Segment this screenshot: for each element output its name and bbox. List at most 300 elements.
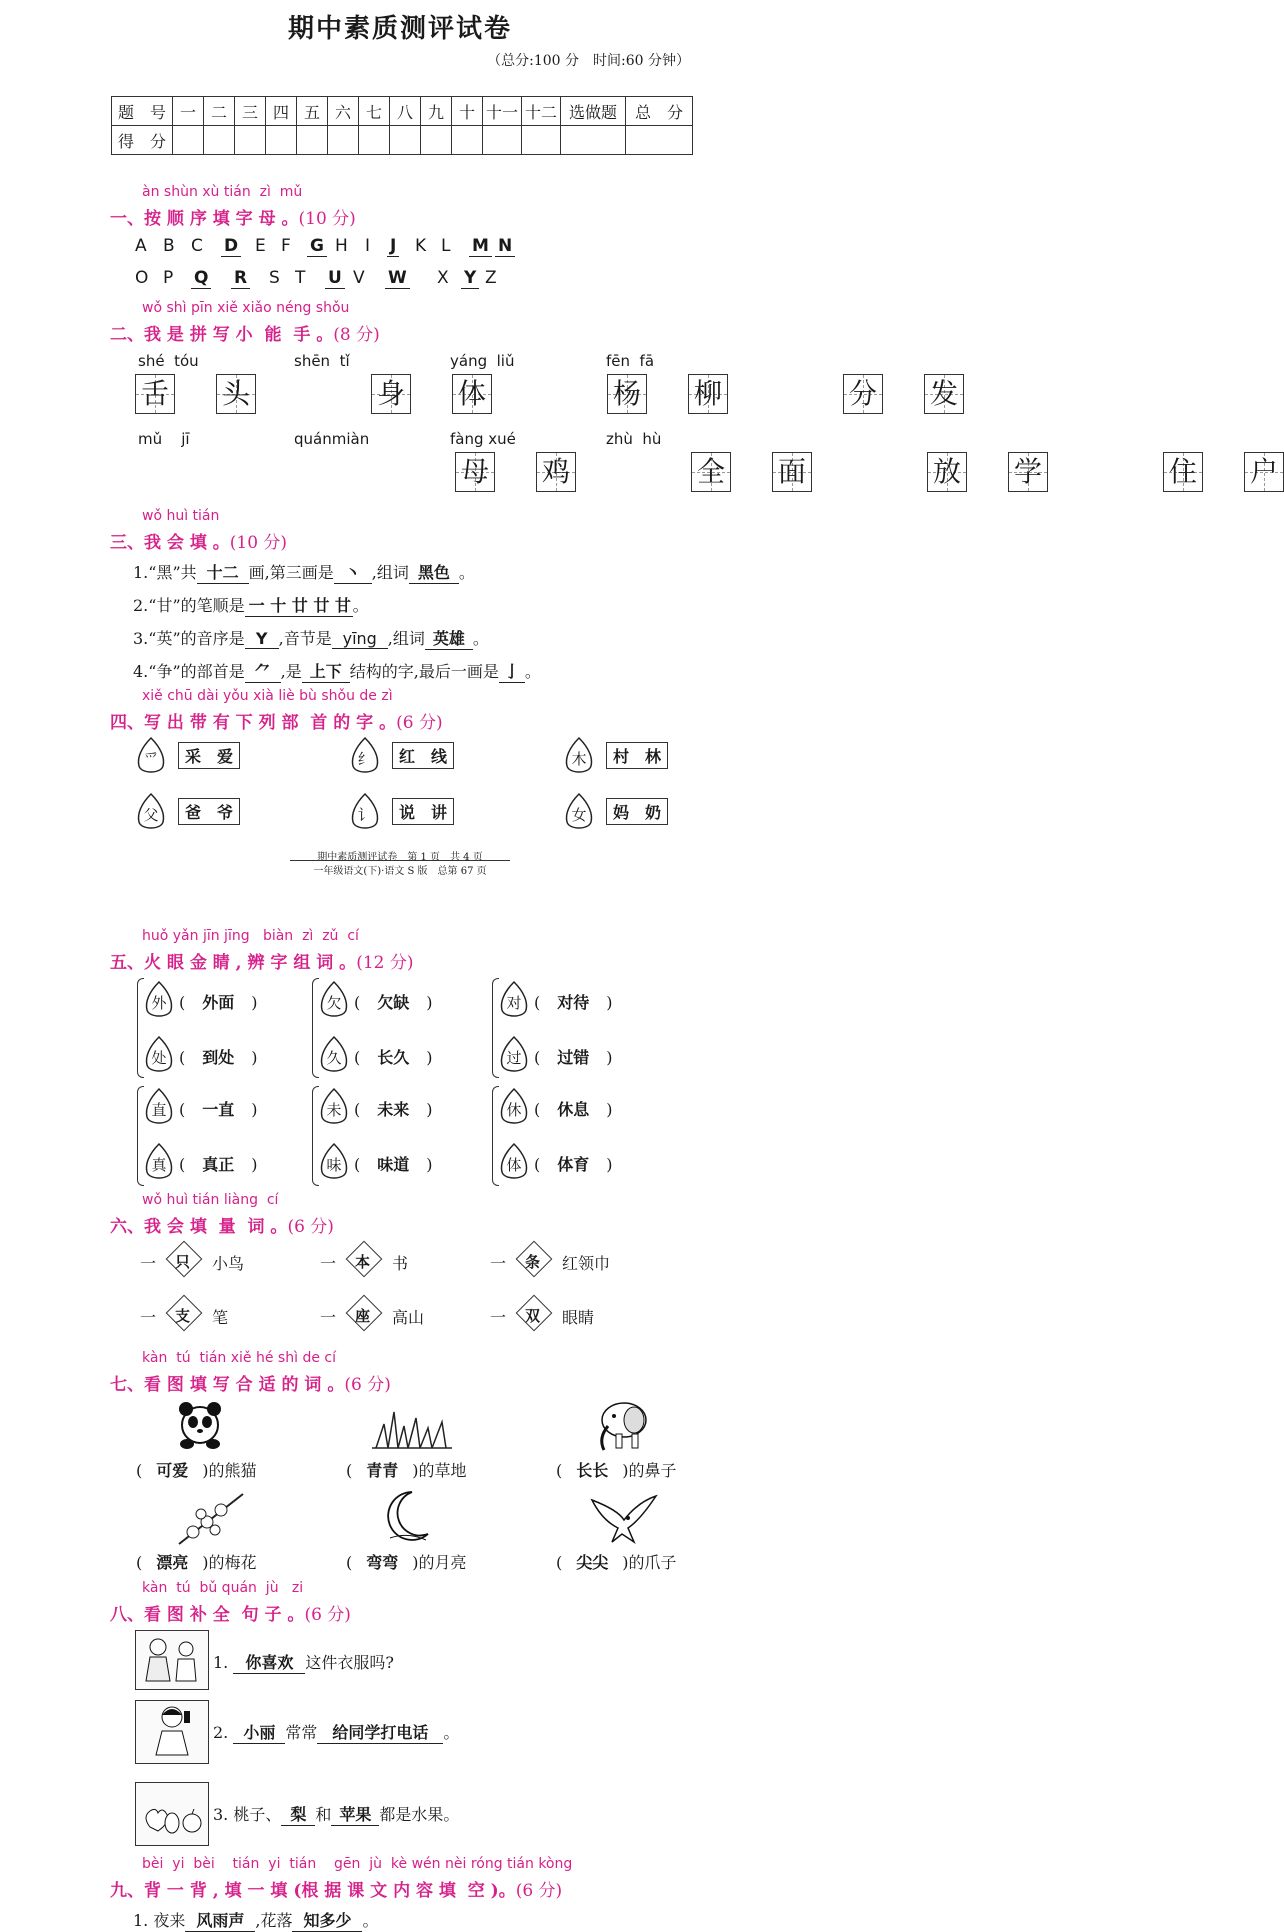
s1-points: (10 分) [298,209,356,229]
word-pinyin: zhù hù [606,430,662,448]
leaf-character: 久 [326,1049,342,1067]
answer-blank[interactable]: yīng [332,629,388,649]
noun-label: 眼睛 [562,1308,595,1327]
tianzi-box[interactable] [843,374,883,414]
written-character: 身 [376,377,405,410]
score-cell: 三 [235,97,266,126]
picture-word-suffix: )的熊猫 [202,1461,257,1480]
tianzi-box[interactable] [1163,452,1203,492]
text: 。 [362,1911,379,1930]
score-input-cell[interactable] [626,126,693,155]
s9-points: (6 分) [515,1881,563,1901]
char-leaf [498,1035,530,1075]
picture-word-line: ( 漂亮 )的梅花 [136,1550,257,1573]
tianzi-box[interactable] [1008,452,1048,492]
word-answer[interactable]: 外面 [202,993,235,1012]
word-answer[interactable]: 长久 [377,1048,410,1067]
score-cell: 总 分 [626,97,693,126]
answer-blank[interactable]: ⺈ [245,659,281,683]
yi-label: 一 [490,1254,507,1273]
s2-heading-text: 二、我 是 拼 写 小 能 手 。 [110,325,334,345]
text: 。 [472,629,489,648]
word-paren: ( 外面 ) [179,990,258,1013]
noun-label: 笔 [212,1308,229,1327]
page-footer-line-2: 一年级语文(下)·语文 S 版 总第 67 页 [313,866,487,877]
written-character: 发 [929,377,958,410]
word-paren: ( 体育 ) [534,1152,613,1175]
char-leaf [318,1035,350,1075]
written-character: 柳 [693,377,722,410]
word-paren: ( 休息 ) [534,1097,613,1120]
answer-blank[interactable]: 你喜欢 [233,1650,305,1674]
picture-word-line: ( 弯弯 )的月亮 [346,1550,467,1573]
score-input-cell[interactable] [173,126,204,155]
grass-icon [372,1404,452,1452]
elephant-icon [588,1398,652,1452]
s8-line-3 [213,1802,459,1826]
alphabet-letter: E [255,236,266,256]
picture-word-line: ( 尖尖 )的爪子 [556,1550,677,1573]
word-answer[interactable]: 味道 [377,1155,410,1174]
alphabet-answer[interactable]: J [387,236,399,257]
word-paren: ( 味道 ) [354,1152,433,1175]
tianzi-box[interactable] [135,374,175,414]
noun-label: 红领巾 [562,1254,611,1273]
word-paren: ( 过错 ) [534,1045,613,1068]
text: ,组词 [387,629,425,648]
alphabet-letter: X [437,268,449,288]
text: 1.“黑”共 [133,563,197,582]
word-answer[interactable]: 欠缺 [377,993,410,1012]
s6-points: (6 分) [287,1217,334,1237]
radical-answer-box[interactable]: 红 线 [392,742,454,769]
s4-points: (6 分) [396,713,443,733]
score-input-cell[interactable] [452,126,483,155]
alphabet-letter: F [281,236,291,256]
alphabet-letter: O [135,268,149,288]
radical-leaf [349,792,381,832]
leaf-character: 纟 [357,750,373,768]
score-cell: 八 [390,97,421,126]
alphabet-answer[interactable]: M [469,236,492,257]
score-input-cell[interactable] [561,126,626,155]
alphabet-row-2 [135,268,535,292]
alphabet-letter: V [353,268,365,288]
score-cell: 选做题 [561,97,626,126]
score-cell: 十 [452,97,483,126]
alphabet-answer[interactable]: U [325,268,345,289]
s7-pinyin: kàn tú tián xiě hé shì de cí [142,1350,336,1366]
leaf-character: 爫 [143,750,159,768]
written-character: 全 [696,455,725,488]
answer-blank[interactable]: Y [245,629,279,649]
tianzi-box[interactable] [536,452,576,492]
alphabet-answer[interactable]: G [307,236,327,257]
fruits-picture [135,1782,209,1846]
s5-heading-text: 五、火 眼 金 睛 , 辨 字 组 词 。 [110,953,357,973]
text: 和 [315,1805,332,1824]
written-character: 体 [457,377,486,410]
written-character: 杨 [612,377,641,410]
score-table-score-row [112,126,693,155]
text: 画,第三画是 [248,563,334,582]
radical-answer-box[interactable]: 爸 爷 [178,798,240,825]
text: 3. 桃子、 [213,1805,282,1824]
alphabet-letter: H [335,236,348,256]
alphabet-row-1 [135,236,535,260]
word-pinyin: shēn tǐ [294,352,350,370]
picture-word-suffix: )的月亮 [412,1553,467,1572]
text: 4.“争”的部首是 [133,662,245,681]
written-character: 头 [221,377,250,410]
alphabet-letter: B [163,236,175,256]
yi-label: 一 [320,1308,337,1327]
s8-heading [110,1600,351,1625]
leaf-character: 休 [506,1101,522,1119]
s3-points: (10 分) [229,533,288,553]
score-row-label: 得 分 [112,126,173,155]
s1-pinyin: àn shùn xù tián zì mǔ [142,184,303,200]
answer-blank[interactable]: 英雄 [425,626,473,650]
alphabet-letter: P [163,268,174,288]
text: 结构的字,最后一画是 [349,662,499,681]
answer-blank[interactable]: 十二 [197,560,249,584]
tianzi-box[interactable] [927,452,967,492]
score-input-cell[interactable] [483,126,522,155]
s7-heading-text: 七、看 图 填 写 合 适 的 词 。 [110,1375,345,1395]
tianzi-box[interactable] [691,452,731,492]
leaf-character: 讠 [357,806,373,824]
score-table-header-row [112,97,693,126]
answer-blank[interactable]: 黑色 [409,560,459,584]
s8-line-1 [213,1650,394,1674]
s4-heading-text: 四、写 出 带 有 下 列 部 首 的 字 。 [110,713,397,733]
moon-icon [382,1488,434,1544]
word-paren: ( 一直 ) [179,1097,258,1120]
s8-line-2 [213,1720,459,1744]
radical-answer-box[interactable]: 村 林 [606,742,668,769]
written-character: 户 [1249,455,1278,488]
leaf-character: 真 [151,1156,167,1174]
alphabet-letter: S [269,268,280,288]
leaf-character: 欠 [326,994,342,1012]
word-pinyin: mǔ jī [138,430,190,448]
written-character: 面 [777,455,806,488]
radical-answer-box[interactable]: 采 爱 [178,742,240,769]
answer-blank[interactable]: 上下 [302,659,350,683]
alphabet-letter: L [441,236,451,256]
s3-line-1 [133,560,475,584]
text: 。 [524,662,541,681]
text: ,是 [280,662,302,681]
s5-points: (12 分) [356,953,414,973]
yi-label: 一 [140,1308,157,1327]
word-paren: ( 欠缺 ) [354,990,433,1013]
text: 2.“甘”的笔顺是 [133,596,245,615]
s2-pinyin: wǒ shì pīn xiě xiǎo néng shǒu [142,300,350,316]
leaf-character: 直 [151,1101,167,1119]
footer-divider [290,860,510,861]
radical-leaf [135,736,167,776]
measure-word-answer: 本 [355,1253,371,1271]
s8-pinyin: kàn tú bǔ quán jù zi [142,1580,304,1596]
leaf-character: 父 [143,806,159,824]
s6-pinyin: wǒ huì tián liàng cí [142,1192,279,1208]
score-cell: 四 [266,97,297,126]
text: 。 [458,563,475,582]
answer-blank[interactable]: 一 十 廿 廿 甘 [245,593,353,617]
s4-heading [110,708,443,733]
score-cell: 题 号 [112,97,173,126]
picture-word-answer[interactable]: 漂亮 [156,1553,189,1572]
char-leaf [143,1142,175,1182]
char-leaf [498,1142,530,1182]
picture-word-suffix: )的鼻子 [622,1461,677,1480]
score-cell: 十一 [483,97,522,126]
yi-label: 一 [320,1254,337,1273]
s6-heading-text: 六、我 会 填 量 词 。 [110,1217,288,1237]
s3-line-4 [133,659,541,683]
word-pinyin: quánmiàn [294,430,370,448]
s7-points: (6 分) [344,1375,391,1395]
tianzi-box[interactable] [924,374,964,414]
picture-word-suffix: )的爪子 [622,1553,677,1572]
word-answer[interactable]: 体育 [557,1155,590,1174]
s9-pinyin: bèi yi bèi tián yi tián gēn jù kè wén nèi róng tián kòng [142,1856,573,1872]
s9-heading-text: 九、背 一 背 , 填 一 填 (根 据 课 文 内 容 填 空 )。 [110,1881,516,1901]
tianzi-box[interactable] [216,374,256,414]
char-leaf [318,1142,350,1182]
picture-word-answer[interactable]: 长长 [576,1461,609,1480]
measure-word-answer: 条 [525,1253,541,1271]
panda-icon [175,1398,225,1452]
yi-label: 一 [140,1254,157,1273]
char-leaf [318,1087,350,1127]
leaf-character: 处 [151,1049,167,1067]
measure-word-answer: 双 [525,1307,541,1325]
written-character: 舌 [140,377,169,410]
score-input-cell[interactable] [421,126,452,155]
score-cell: 六 [328,97,359,126]
alphabet-answer[interactable]: D [221,236,241,257]
text: 这件衣服吗? [305,1653,394,1672]
girl-phone-picture [135,1700,209,1764]
score-input-cell[interactable] [390,126,421,155]
text: 1. [213,1653,229,1672]
measure-word-answer: 支 [175,1307,191,1325]
score-cell: 一 [173,97,204,126]
tianzi-box[interactable] [607,374,647,414]
tianzi-box[interactable] [371,374,411,414]
score-input-cell[interactable] [235,126,266,155]
s5-pinyin: huǒ yǎn jīn jīng biàn zì zǔ cí [142,928,359,944]
page-footer-line-1: 期中素质测评试卷 第 1 页 共 4 页 [317,852,483,863]
answer-blank[interactable]: 小丽 [233,1720,285,1744]
leaf-character: 外 [151,994,167,1012]
alphabet-answer[interactable]: Q [191,268,211,289]
tianzi-box[interactable] [452,374,492,414]
score-input-cell[interactable] [359,126,390,155]
score-input-cell[interactable] [297,126,328,155]
s3-pinyin: wǒ huì tián [142,508,220,524]
picture-word-answer[interactable]: 弯弯 [366,1553,399,1572]
s1-heading [110,204,356,229]
score-cell: 二 [204,97,235,126]
written-character: 住 [1168,455,1197,488]
noun-label: 小鸟 [212,1254,245,1273]
s7-heading [110,1370,391,1395]
char-leaf [318,980,350,1020]
text: 1. 夜来 [133,1911,186,1930]
answer-blank[interactable]: 风雨声 [185,1908,255,1932]
page-title: 期中素质测评试卷 [287,14,512,44]
radical-leaf [563,792,595,832]
written-character: 学 [1013,455,1042,488]
word-pinyin: fēn fā [606,352,655,370]
plum-blossom-icon [175,1490,245,1546]
s3-line-3 [133,626,489,650]
word-answer[interactable]: 真正 [202,1155,235,1174]
word-answer[interactable]: 未来 [377,1100,410,1119]
clothes-picture [135,1630,209,1690]
word-answer[interactable]: 到处 [202,1048,235,1067]
char-leaf [143,1087,175,1127]
s3-line-2 [133,593,369,617]
picture-word-suffix: )的草地 [412,1461,467,1480]
picture-word-answer[interactable]: 青青 [366,1461,399,1480]
s9-heading [110,1876,562,1901]
char-leaf [498,980,530,1020]
s9-line-1 [133,1908,378,1932]
score-cell: 九 [421,97,452,126]
leaf-character: 木 [571,750,587,768]
word-paren: ( 真正 ) [179,1152,258,1175]
noun-label: 高山 [392,1308,425,1327]
picture-word-line: ( 长长 )的鼻子 [556,1458,677,1481]
leaf-character: 味 [326,1156,342,1174]
written-character: 鸡 [541,455,570,488]
alphabet-letter: K [415,236,427,256]
s2-points: (8 分) [333,325,380,345]
leaf-character: 体 [506,1156,522,1174]
score-input-cell[interactable] [522,126,561,155]
char-leaf [143,980,175,1020]
tianzi-box[interactable] [455,452,495,492]
word-paren: ( 长久 ) [354,1045,433,1068]
answer-blank[interactable]: 丶 [334,560,372,584]
text: 。 [352,596,369,615]
s1-heading-text: 一、按 顺 序 填 字 母 。 [110,209,299,229]
word-answer[interactable]: 对待 [557,993,590,1012]
picture-word-answer[interactable]: 可爱 [156,1461,189,1480]
s4-pinyin: xiě chū dài yǒu xià liè bù shǒu de zì [142,688,393,704]
alphabet-answer[interactable]: Y [461,268,479,289]
text: ,音节是 [278,629,332,648]
word-answer[interactable]: 一直 [202,1100,235,1119]
score-cell: 五 [297,97,328,126]
s3-heading-text: 三、我 会 填 。 [110,533,230,553]
picture-word-answer[interactable]: 尖尖 [576,1553,609,1572]
score-cell: 七 [359,97,390,126]
answer-blank[interactable]: 亅 [499,659,525,683]
alphabet-letter: C [191,236,203,256]
score-table [111,96,693,155]
s3-heading [110,528,287,553]
written-character: 母 [460,455,489,488]
text: ,花落 [255,1911,293,1930]
exam-meta: （总分:100 分 时间:60 分钟） [487,53,690,69]
s8-points: (6 分) [304,1605,351,1625]
leaf-character: 对 [506,994,522,1012]
yi-label: 一 [490,1308,507,1327]
leaf-character: 未 [326,1101,342,1119]
text: ,组词 [371,563,409,582]
s2-heading [110,320,380,345]
radical-leaf [135,792,167,832]
score-input-cell[interactable] [266,126,297,155]
word-pinyin: yáng liǔ [450,352,515,370]
text: 3.“英”的音序是 [133,629,245,648]
picture-word-suffix: )的梅花 [202,1553,257,1572]
text: 常常 [285,1723,318,1742]
answer-blank[interactable]: 苹果 [331,1802,379,1826]
word-paren: ( 对待 ) [534,990,613,1013]
s8-heading-text: 八、看 图 补 全 句 子 。 [110,1605,305,1625]
written-character: 分 [848,377,877,410]
noun-label: 书 [392,1254,409,1273]
leaf-character: 女 [571,806,587,824]
char-leaf [143,1035,175,1075]
word-paren: ( 未来 ) [354,1097,433,1120]
picture-word-line: ( 可爱 )的熊猫 [136,1458,257,1481]
answer-blank[interactable]: 梨 [281,1802,315,1826]
s5-heading [110,948,414,973]
radical-leaf [563,736,595,776]
alphabet-letter: Z [485,268,497,288]
word-answer[interactable]: 休息 [557,1100,590,1119]
measure-word-answer: 座 [355,1307,371,1325]
text: 2. [213,1723,229,1742]
answer-blank[interactable]: 知多少 [292,1908,362,1932]
word-paren: ( 到处 ) [179,1045,258,1068]
alphabet-letter: I [365,236,371,256]
score-input-cell[interactable] [328,126,359,155]
radical-leaf [349,736,381,776]
text: 。 [443,1723,460,1742]
radical-answer-box[interactable]: 妈 奶 [606,798,668,825]
tianzi-box[interactable] [688,374,728,414]
written-character: 放 [932,455,961,488]
alphabet-answer[interactable]: W [385,268,410,289]
score-input-cell[interactable] [204,126,235,155]
word-pinyin: fàng xué [450,430,516,448]
alphabet-answer[interactable]: R [231,268,250,289]
char-leaf [498,1087,530,1127]
alphabet-letter: A [135,236,147,256]
eagle-icon [588,1490,658,1546]
measure-word-answer: 只 [175,1253,191,1271]
radical-answer-box[interactable]: 说 讲 [392,798,454,825]
text: 都是水果。 [379,1805,460,1824]
word-pinyin: shé tóu [138,352,199,370]
tianzi-box[interactable] [1244,452,1284,492]
s6-heading [110,1212,334,1237]
alphabet-answer[interactable]: N [495,236,515,257]
answer-blank[interactable]: 给同学打电话 [317,1720,443,1744]
tianzi-box[interactable] [772,452,812,492]
word-answer[interactable]: 过错 [557,1048,590,1067]
score-cell: 十二 [522,97,561,126]
